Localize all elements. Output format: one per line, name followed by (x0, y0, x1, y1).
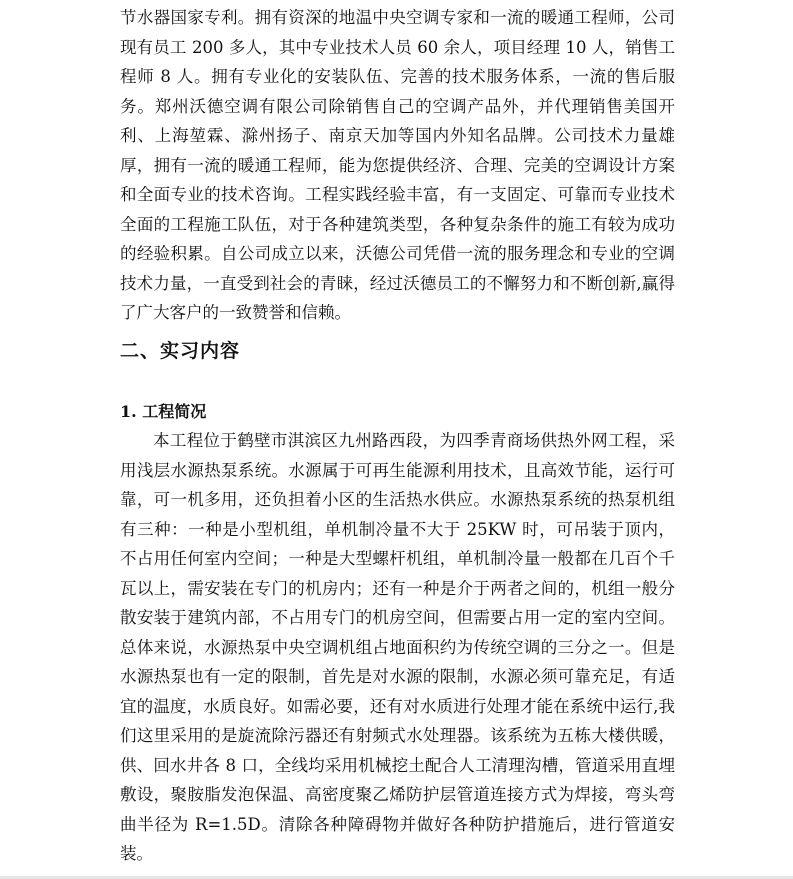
section-heading: 二、实习内容 (120, 340, 241, 362)
company-intro-paragraph: 节水器国家专利。拥有资深的地温中央空调专家和一流的暖通工程师，公司现有员工 200 多人，其中专业技术人员 60 余人，项目经理 10 人，销售工程师 8 人。拥有专业化的安装队伍、完善的技术服务体系，一流的售后服务。郑州沃德空调有限公司除销售自己的空调产品外，并代理销售美国开利、上海堃霖、滁州扬子、南京天加等国内外知名品牌。公司技术力量雄厚，拥有一流的暖通工程师，能为您提供经济、合理、完美的空调设计方案和全面专业的技术咨询。工程实践经验丰富，有一支固定、可靠而专业技术全面的工程施工队伍，对于各种建筑类型，各种复杂条件的施工有较为成功的经验积累。自公司成立以来，沃德公司凭借一流的服务理念和专业的空调技术力量，一直受到社会的青睐，经过沃德员工的不懈努力和不断创新,赢得了广大客户的一致赞誉和信赖。 (120, 8, 675, 322)
project-overview-paragraph: 本工程位于鹤壁市淇滨区九州路西段，为四季青商场供热外网工程，采用浅层水源热泵系统。水源属于可再生能源利用技术，且高效节能，运行可靠，可一机多用，还负担着小区的生活热水供应。水源热泵系统的热泵机组有三种：一种是小型机组，单机制冷量不大于 25KW 时，可吊装于顶内，不占用任何室内空间；一种是大型螺杆机组，单机制冷量一般都在几百个千瓦以上，需安装在专门的机房内；还有一种是介于两者之间的，机组一般分散安装于建筑内部，不占用专门的机房空间，但需要占用一定的室内空间。总体来说，水源热泵中央空调机组占地面积约为传统空调的三分之一。但是水源热泵也有一定的限制，首先是对水源的限制，水源必须可靠充足，有适宜的温度，水质良好。如需必要，还有对水质进行处理才能在系统中运行,我们这里采用的是旋流除污器还有射频式水处理器。该系统为五栋大楼供暖，供、回水井各 8 口，全线均采用机械挖土配合人工清理沟槽，管道采用直埋敷设，聚胺脂发泡保温、高密度聚乙烯防护层管道连接方式为焊接，弯头弯曲半径为 R=1.5D。清除各种障碍物并做好各种防护措施后，进行管道安装。 (120, 431, 675, 863)
subsection-heading: 1. 工程简况 (120, 402, 207, 421)
